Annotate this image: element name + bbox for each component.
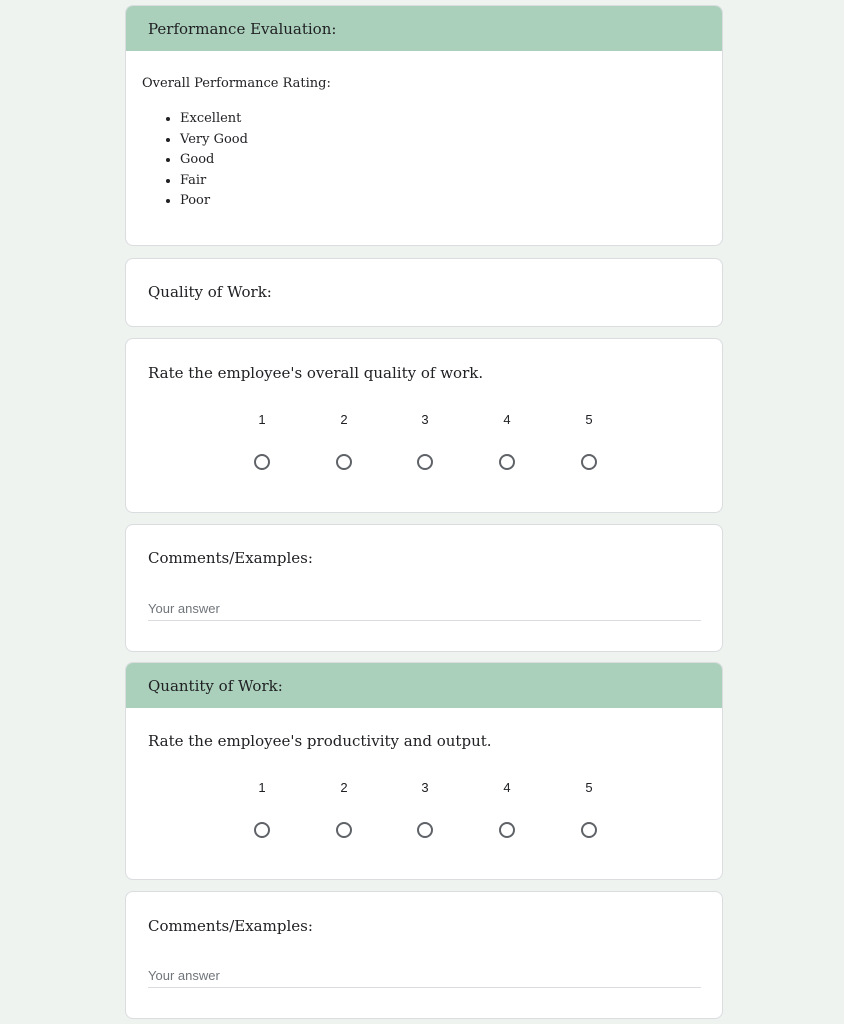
scale-label: 5: [585, 412, 593, 427]
performance-evaluation-section: [125, 5, 723, 246]
scale-option-2: [324, 780, 364, 838]
scale-label: 5: [585, 780, 593, 795]
scale-label: 2: [340, 780, 348, 795]
radio-button[interactable]: [581, 454, 597, 470]
scale-label: 2: [340, 412, 348, 427]
question-title: Comments/Examples:: [148, 549, 313, 567]
list-item: Fair: [180, 171, 248, 192]
answer-input[interactable]: [148, 601, 701, 621]
scale-label: 1: [258, 780, 266, 795]
list-item: Poor: [180, 191, 248, 212]
radio-button[interactable]: [254, 822, 270, 838]
radio-button[interactable]: [336, 454, 352, 470]
radio-button[interactable]: [499, 454, 515, 470]
scale-option-1: [242, 780, 282, 838]
scale-option-4: [487, 780, 527, 838]
scale-label: 4: [503, 780, 511, 795]
list-item: Excellent: [180, 109, 248, 130]
list-item: Good: [180, 150, 248, 171]
scale-label: 4: [503, 412, 511, 427]
radio-button[interactable]: [581, 822, 597, 838]
list-item: Very Good: [180, 130, 248, 151]
scale-option-5: [569, 412, 609, 470]
scale-label: 3: [421, 412, 429, 427]
scale-label: 3: [421, 780, 429, 795]
answer-input[interactable]: [148, 968, 701, 988]
radio-button[interactable]: [417, 454, 433, 470]
scale-option-4: [487, 412, 527, 470]
question-title: Rate the employee's productivity and output.: [148, 732, 492, 750]
radio-button[interactable]: [499, 822, 515, 838]
rating-list: [180, 109, 248, 212]
question-title: Rate the employee's overall quality of work.: [148, 364, 484, 382]
radio-button[interactable]: [336, 822, 352, 838]
scale-label: 1: [258, 412, 266, 427]
question-title: Comments/Examples:: [148, 917, 313, 935]
section-title: Performance Evaluation:: [148, 19, 337, 38]
scale-option-2: [324, 412, 364, 470]
section-header: [126, 6, 722, 51]
quantity-comments-question: [125, 891, 723, 1019]
quality-comments-question: [125, 524, 723, 652]
quantity-of-work-section: [125, 662, 723, 880]
radio-button[interactable]: [254, 454, 270, 470]
radio-button[interactable]: [417, 822, 433, 838]
scale-option-1: [242, 412, 282, 470]
quality-of-work-card: [125, 258, 723, 327]
scale-option-3: [405, 412, 445, 470]
scale-option-3: [405, 780, 445, 838]
quality-rating-question: [125, 338, 723, 513]
scale-option-5: [569, 780, 609, 838]
question-title: Quality of Work:: [148, 283, 272, 301]
section-header: [126, 663, 722, 708]
section-title: Quantity of Work:: [148, 676, 283, 695]
section-description: Overall Performance Rating:: [142, 76, 331, 91]
